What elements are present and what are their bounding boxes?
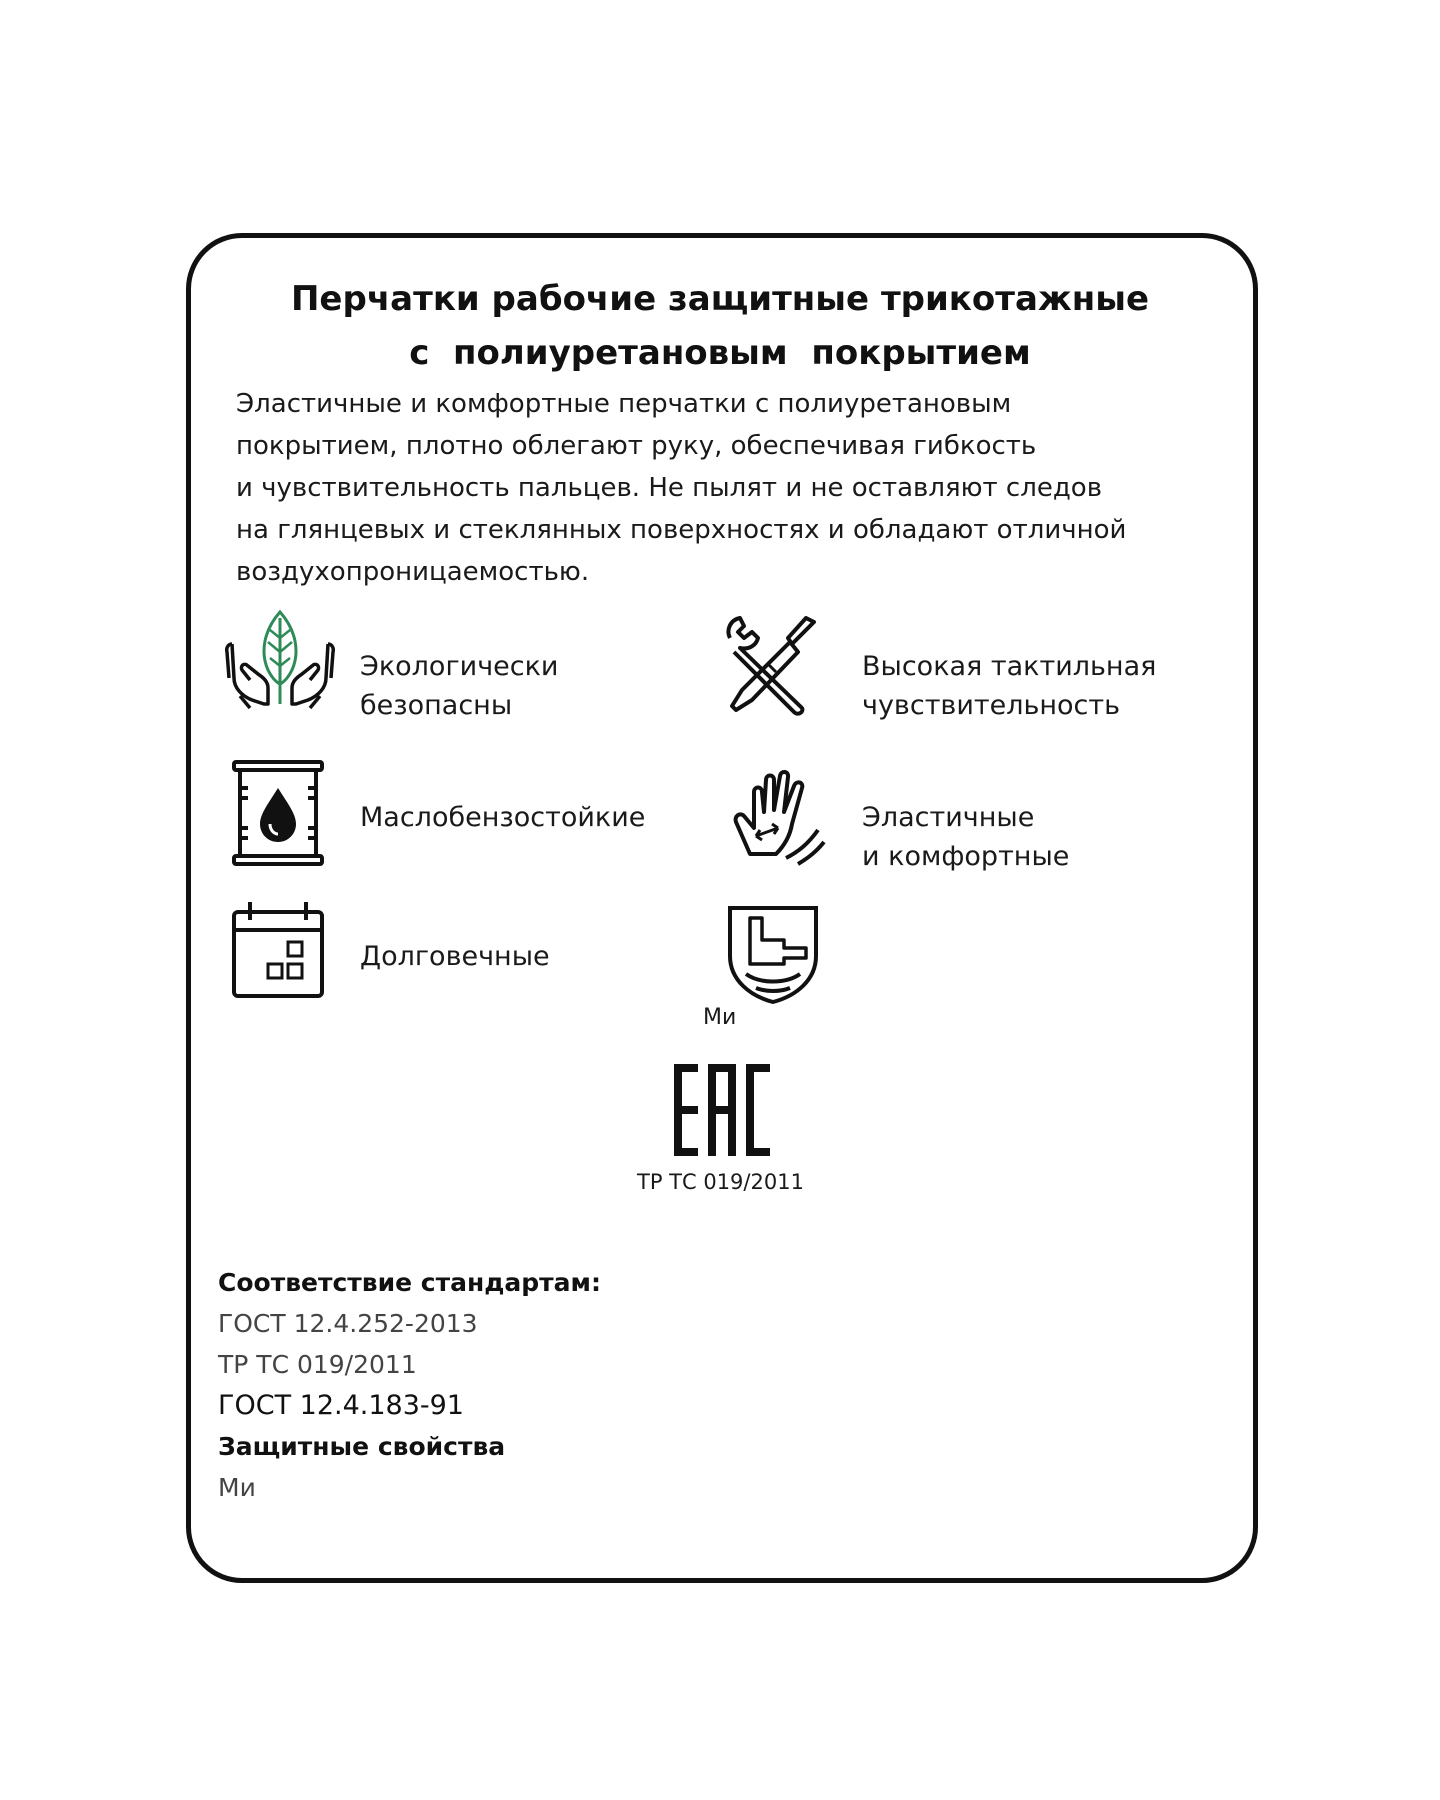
title-line-1: Перчатки рабочие защитные трикотажные — [290, 279, 1150, 319]
feature-label: Экологически — [360, 651, 559, 682]
properties-heading: Защитные свойства — [218, 1432, 506, 1461]
mechanical-protection-shield-icon — [726, 904, 820, 1004]
feature-label: Высокая тактильная — [862, 651, 1157, 682]
calendar-icon — [228, 898, 328, 1000]
feature-label: и комфортные — [862, 841, 1070, 872]
standard-item: ГОСТ 12.4.183-91 — [218, 1390, 464, 1421]
description-line: покрытием, плотно облегают руку, обеспечивая гибкость — [236, 431, 1037, 461]
feature-label: Долговечные — [360, 941, 550, 972]
leaf-hands-icon — [224, 608, 336, 716]
feature-label: безопасны — [360, 690, 513, 721]
standards-block — [218, 1262, 601, 1508]
description-line: Эластичные и комфортные перчатки с полиуретановым — [236, 389, 1012, 419]
properties-value: Ми — [218, 1473, 256, 1502]
description-line: и чувствительность пальцев. Не пылят и не оставляют следов — [236, 473, 1103, 503]
standard-item: ГОСТ 12.4.252-2013 — [218, 1309, 478, 1338]
feature-label: Маслобензостойкие — [360, 802, 646, 833]
standard-item: ТР ТС 019/2011 — [218, 1350, 417, 1379]
protection-label: Ми — [703, 1005, 737, 1030]
description-line: воздухопроницаемостью. — [236, 557, 590, 587]
tools-icon — [722, 616, 822, 716]
feature-durable — [360, 937, 550, 976]
eac-mark-icon — [674, 1064, 772, 1156]
title-line-2: с полиуретановым покрытием — [409, 333, 1031, 373]
feature-label: Эластичные — [862, 802, 1035, 833]
feature-eco — [360, 647, 558, 725]
standards-heading: Соответствие стандартам: — [218, 1268, 601, 1297]
feature-label: чувствительность — [862, 690, 1121, 721]
glove-icon — [726, 758, 826, 868]
feature-oil-resistant — [360, 798, 645, 837]
eac-caption: ТР ТС 019/2011 — [637, 1170, 804, 1194]
oil-barrel-icon — [228, 758, 328, 868]
feature-tactile — [862, 647, 1156, 725]
feature-elastic — [862, 798, 1069, 876]
description-line: на глянцевых и стеклянных поверхностях и обладают отличной — [236, 515, 1127, 545]
description — [236, 383, 1236, 593]
page-title — [0, 272, 1440, 380]
